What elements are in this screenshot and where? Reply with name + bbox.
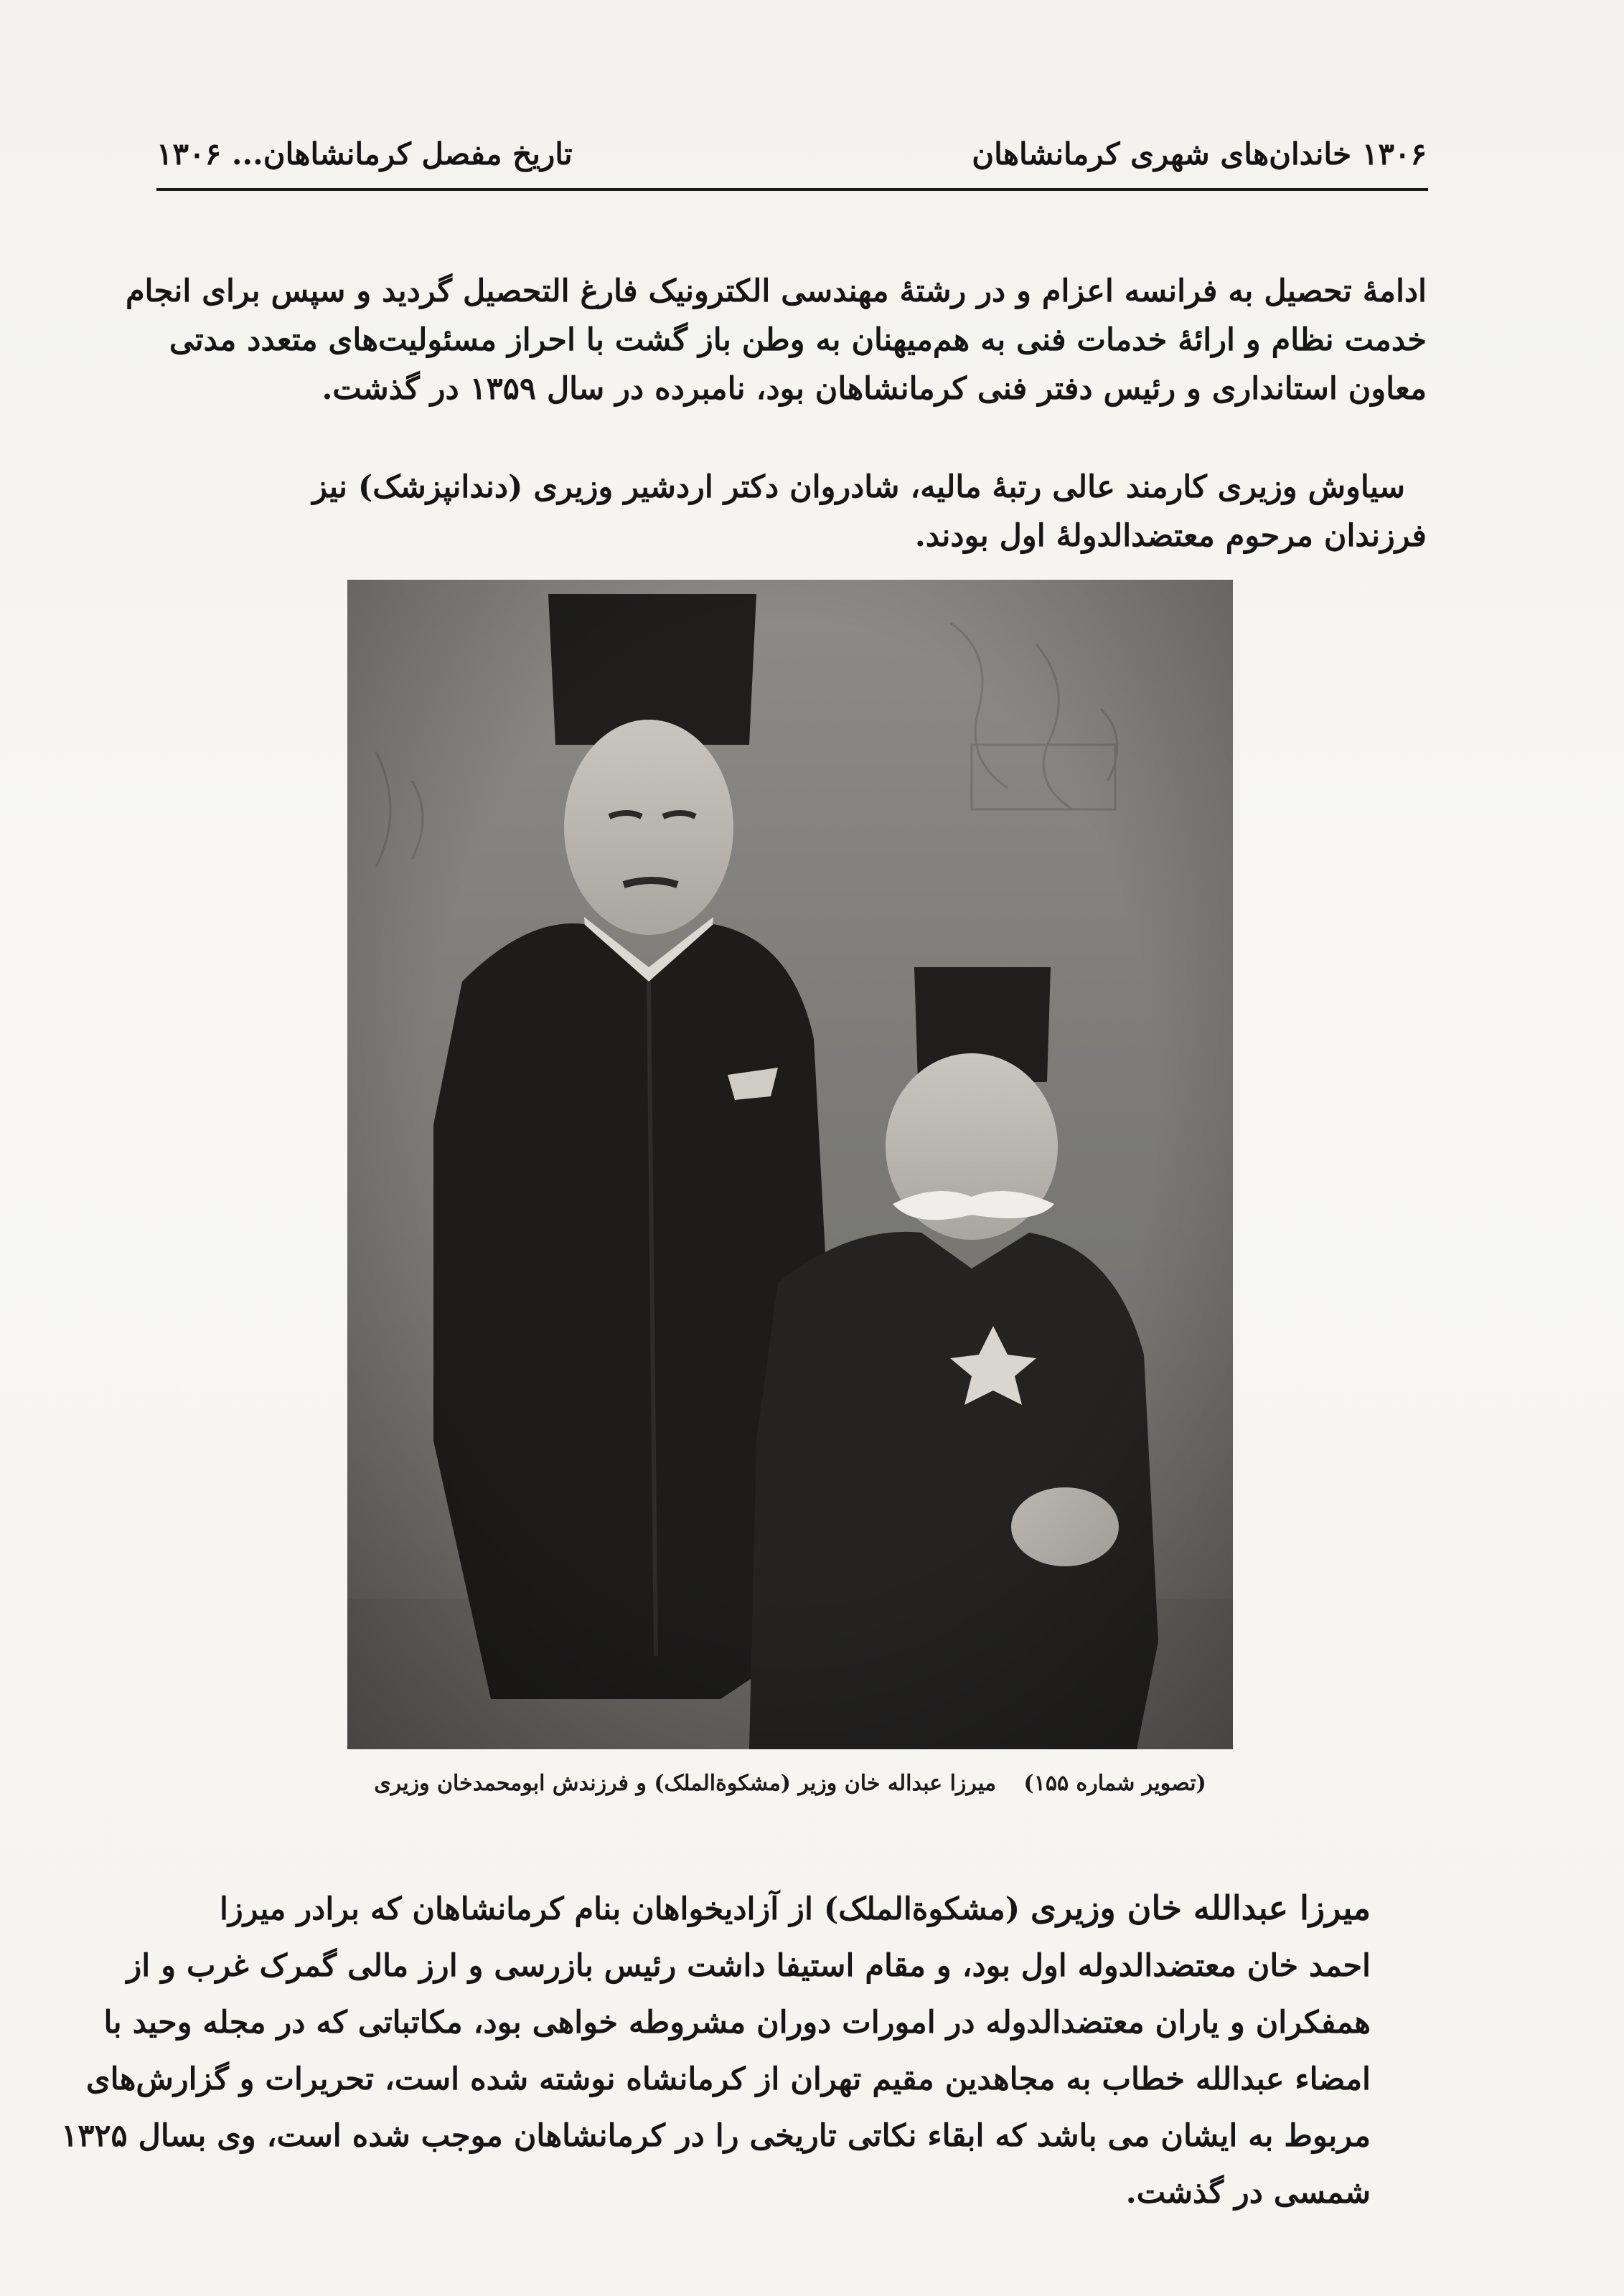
text-line: معاون استانداری و رئیس دفتر فنی کرمانشاهان بود، نامبرده در سال ۱۳۵۹ در گذشت.	[321, 371, 1427, 407]
header-rule	[156, 188, 1428, 191]
second-paragraph	[156, 463, 1427, 560]
top-paragraph	[125, 267, 1427, 413]
bottom-lead: میرزا عبدالله خان وزیری	[1031, 1888, 1371, 1927]
bottom-paragraph	[61, 1880, 1371, 2221]
text-line: امضاء عبدالله خطاب به مجاهدین مقیم تهران از کرمانشاه نوشته شده است، تحریرات و گزارش‌های	[85, 2061, 1371, 2097]
text-line: مربوط به ایشان می باشد که ابقاء نکاتی تاریخی را در کرمانشاهان موجب شده است، وی بسال ۱۳۲۵	[61, 2118, 1371, 2154]
bottom-line-0: (مشکوة‌الملک) از آزادیخواهان بنام کرمانشاهان که برادر میرزا	[220, 1891, 1020, 1927]
text-line: احمد خان معتضدالدوله اول بود، و مقام استیفا داشت رئیس بازرسی و ارز مالی گمرک غرب و از	[126, 1948, 1371, 1984]
header-chapter-title: ۱۳۰۶ خاندان‌های شهری کرمانشاهان	[972, 136, 1427, 171]
header-book-title: تاریخ مفصل کرمانشاهان... ۱۳۰۶	[156, 136, 573, 171]
photograph-image	[347, 580, 1233, 1749]
caption-text: میرزا عبداله خان وزیر (مشکوة‌الملک) و فرزندش ابومحمدخان وزیری	[374, 1771, 997, 1796]
text-line	[165, 1880, 1371, 1938]
text-line: همفکران و یاران معتضدالدوله در امورات دوران مشروطه خواهی بود، مکاتباتی که در مجله وحید با	[103, 2005, 1371, 2041]
text-line: سیاوش وزیری کارمند عالی رتبهٔ مالیه، شادروان دکتر اردشیر وزیری (دندانپزشک) نیز	[312, 469, 1405, 505]
text-line: خدمت نظام و ارائهٔ خدمات فنی به هم‌میهنان به وطن باز گشت با احراز مسئولیت‌های متعدد مدتی	[169, 322, 1427, 358]
caption-number: (تصویر شماره ۱۵۵)	[1023, 1771, 1206, 1796]
text-line: ادامهٔ تحصیل به فرانسه اعزام و در رشتهٔ مهندسی الکترونیک فارغ التحصیل گردید و سپس برای انجام	[125, 273, 1427, 309]
portrait-photograph	[347, 580, 1233, 1749]
text-line: شمسی در گذشت.	[1125, 2175, 1371, 2211]
photo-caption	[347, 1771, 1233, 1796]
running-header	[156, 136, 1427, 194]
text-line: فرزندان مرحوم معتضدالدولهٔ اول بودند.	[914, 518, 1427, 554]
